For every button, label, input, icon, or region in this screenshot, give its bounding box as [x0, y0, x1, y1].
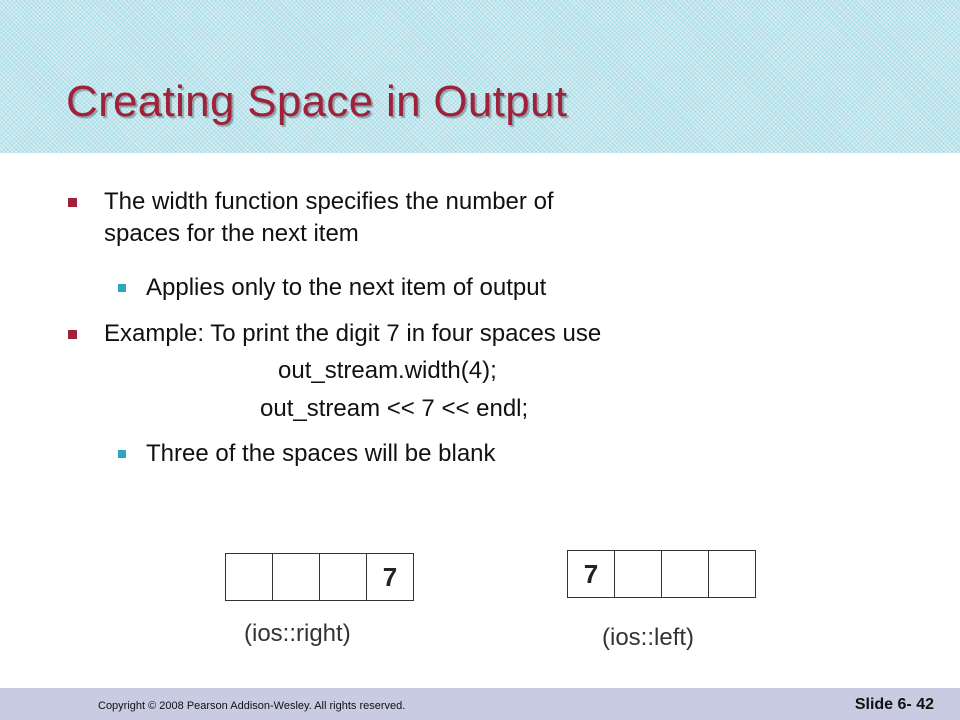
field-cell [614, 550, 662, 598]
bullet-square-icon [68, 330, 77, 339]
code-line-output: out_stream << 7 << endl; [260, 395, 529, 422]
slide-number: Slide 6- 42 [854, 696, 934, 713]
bullet-square-icon [118, 450, 126, 458]
right-aligned-field [225, 553, 413, 601]
field-cell [225, 553, 273, 601]
bullet-text-line: Three of the spaces will be blank [146, 440, 496, 467]
caption-ios-right: (ios::right) [244, 620, 351, 647]
bullet-square-icon [68, 198, 77, 207]
bullet-text-line: Applies only to the next item of output [146, 274, 547, 301]
code-line-width: out_stream.width(4); [278, 357, 497, 384]
bullet-width-function [104, 186, 554, 250]
field-cell [708, 550, 756, 598]
field-cell [319, 553, 367, 601]
bullet-square-icon [118, 284, 126, 292]
bullet-text-line: The width function specifies the number of [104, 188, 554, 215]
bullet-text-line: Example: To print the digit 7 in four spaces use [104, 320, 602, 347]
bullet-example [104, 318, 601, 350]
copyright-text: Copyright © 2008 Pearson Addison-Wesley. All rights reserved. [98, 700, 406, 712]
caption-ios-left: (ios::left) [602, 624, 695, 651]
left-aligned-field [567, 550, 755, 598]
field-cell: 7 [567, 550, 615, 598]
field-cell [272, 553, 320, 601]
footer-bar [0, 688, 960, 720]
slide-title: Creating Space in Output [66, 77, 568, 126]
subbullet-three-blank [146, 438, 496, 470]
subbullet-applies-next [146, 272, 546, 304]
bullet-text-line: spaces for the next item [104, 220, 359, 247]
field-cell: 7 [366, 553, 414, 601]
field-cell [661, 550, 709, 598]
title-banner [0, 0, 960, 153]
